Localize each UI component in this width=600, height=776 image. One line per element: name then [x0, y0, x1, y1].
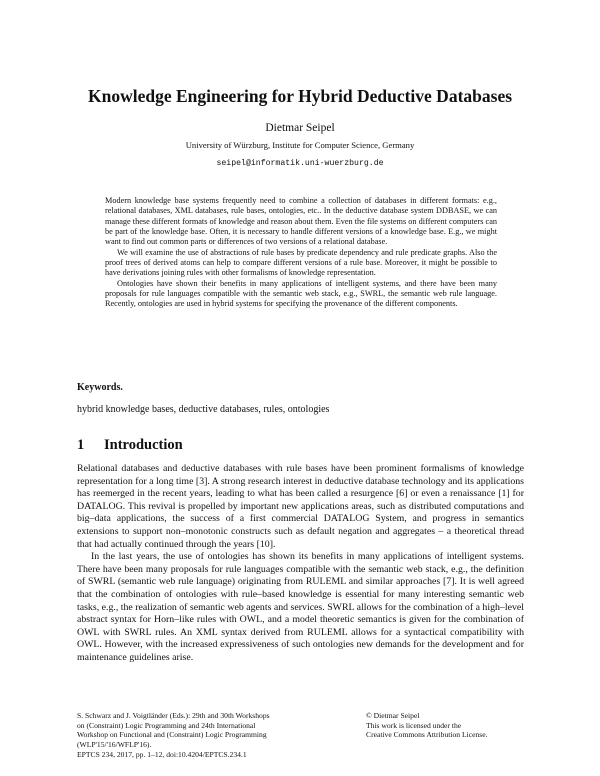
footer-line: on (Constraint) Logic Programming and 24th International — [77, 720, 256, 730]
section-body — [77, 463, 524, 665]
body-paragraph: Relational databases and deductive databases with rule bases have been prominent formalisms of knowledge representation for a long time [3]. A strong research interest in deductive database technology and its applications has reemerged in the recent years, leading to what has been called a resurgence [6] or even a renaissance [1] for DATALOG. This revival is propelled by important new applications areas, such as distributed computations and big–data applications, the success of a first commercial DATALOG System, and progress in semantics extensions to support non–monotonic constructs such as default negation and aggregates – a theoretical thread that had actually continued through the years [10]. — [77, 463, 524, 550]
footer-line: (WLP'15/'16/WFLP'16). — [77, 740, 152, 750]
section-number: 1 — [77, 437, 85, 453]
footer-line: EPTCS 234, 2017, pp. 1–12, doi:10.4204/EPTCS.234.1 — [77, 749, 247, 759]
keywords-text: hybrid knowledge bases, deductive databases, rules, ontologies — [77, 404, 330, 415]
author-affiliation: University of Würzburg, Institute for Computer Science, Germany — [185, 140, 415, 150]
license-link[interactable]: Creative Commons Attribution License. — [366, 730, 488, 740]
body-paragraph: In the last years, the use of ontologies has shown its benefits in many applications of intelligent systems. There have been many proposals for rule languages compatible with the semantic web stack, e.g., the definition of SWRL (semantic web rule language) originating from RULEML and similar approaches [7]. It is well agreed that the combination of ontologies with rule–based knowledge is essential for many interesting semantic web tasks, e.g., the realization of semantic web agents and services. SWRL allows for the combination of a high–level abstract syntax for Horn–like rules with OWL, and a model theoretic semantics is given for the combination of OWL with SWRL rules. An XML syntax derived from RULEML allows for a syntactical compatibility with OWL. However, with the increased expressiveness of such ontologies new demands for the development and for maintenance guidelines arise. — [77, 551, 524, 663]
publication-info — [77, 711, 327, 760]
footer-line: S. Schwarz and J. Voigtländer (Eds.): 29th and 30th Workshops — [77, 711, 270, 720]
author-name: Dietmar Seipel — [265, 122, 335, 134]
license-info — [366, 711, 526, 740]
abstract-paragraph: Modern knowledge base systems frequently need to combine a collection of databases in different formats: e.g., relational databases, XML databases, rule bases, ontologies, etc.. In the deductive database system DDBASE, we can manage these different formats of knowledge and reason about them. Even the file systems on different computers can be part of the knowledge base. Often, it is necessary to handle different versions of a knowledge base. E.g., we might want to find out common parts or differences of two versions of a relational database. — [105, 196, 497, 247]
section-heading — [77, 437, 183, 454]
paper-title: Knowledge Engineering for Hybrid Deductive Databases — [87, 86, 513, 106]
abstract-paragraph: Ontologies have shown their benefits in many applications of intelligent systems, and there have been many proposals for rule languages compatible with the semantic web stack, e.g., SWRL, the semantic web rule language. Recently, ontologies are used in hybrid systems for specifying the provenance of the different components. — [105, 278, 497, 309]
footer-line: This work is licensed under the — [366, 720, 462, 730]
abstract-paragraph: We will examine the use of abstractions of rule bases by predicate dependency and rule predicate graphs. Also the proof trees of derived atoms can help to compare different versions of a rule base. Moreover, it might be possible to have derivations joining rules with other formalisms of knowledge representation. — [105, 247, 497, 278]
author-email[interactable]: seipel@informatik.uni-wuerzburg.de — [216, 159, 384, 168]
abstract — [105, 196, 497, 310]
footer-line: © Dietmar Seipel — [366, 711, 420, 720]
page-footer — [77, 711, 524, 767]
footer-line: Workshop on Functional and (Constraint) Logic Programming — [77, 730, 267, 740]
keywords-heading: Keywords. — [77, 382, 123, 393]
section-title: Introduction — [104, 437, 183, 453]
